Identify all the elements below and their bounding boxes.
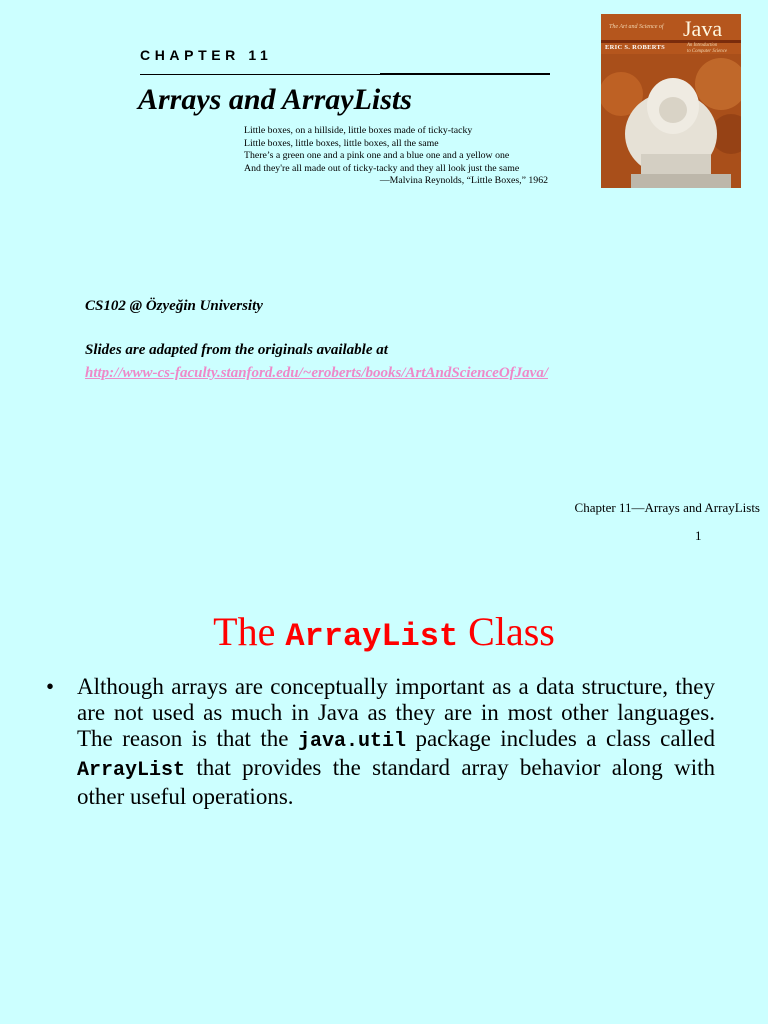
cover-title: Java — [683, 16, 723, 41]
code-arraylist: ArrayList — [77, 759, 186, 782]
slide-title-prefix: The — [213, 609, 276, 654]
body-text: package includes a class called — [415, 726, 716, 751]
epigraph-attribution: —Malvina Reynolds, “Little Boxes,” 1962 — [379, 175, 548, 187]
divider-thick — [380, 73, 550, 75]
epigraph-line: Little boxes, little boxes, little boxes, all the same — [244, 137, 439, 149]
epigraph-line: And they're all made out of ticky-tacky and they all look just the same — [244, 162, 520, 174]
bullet-marker: • — [46, 674, 55, 699]
bullet-paragraph — [77, 674, 715, 810]
course-line: CS102 @ Özyeğin University — [85, 298, 263, 314]
code-java-util: java.util — [297, 730, 406, 753]
cover-subtitle: to Computer Science — [687, 49, 727, 54]
page-number: 1 — [695, 528, 702, 543]
source-link[interactable]: http://www-cs-faculty.stanford.edu/~eroberts/books/ArtAndScienceOfJava/ — [85, 365, 548, 381]
book-cover-image — [601, 14, 741, 188]
adapted-note: Slides are adapted from the originals available at — [85, 342, 388, 358]
slide-title — [0, 608, 768, 661]
epigraph-line: Little boxes, on a hillside, little boxes made of ticky-tacky — [244, 125, 473, 136]
body-text: Although arrays are conceptually important as a data structure, they are not used as much in Java as they are in most other languages. The reason is that the — [77, 674, 715, 751]
slide-title-code: ArrayList — [285, 618, 459, 655]
content-slide — [0, 572, 768, 1024]
cover-author: ERIC S. ROBERTS — [605, 44, 666, 51]
chapter-title: Arrays and ArrayLists — [138, 83, 412, 116]
epigraph-line: There’s a green one and a pink one and a blue one and a yellow one — [244, 150, 510, 162]
body-text: that provides the standard array behavior along with other useful operations. — [77, 755, 716, 809]
cover-top-line: The Art and Science of — [609, 24, 664, 30]
footer-title: Chapter 11—Arrays and ArrayLists — [574, 500, 760, 515]
epigraph — [244, 125, 554, 188]
slide-title-suffix: Class — [468, 609, 555, 654]
chapter-label: CHAPTER 11 — [140, 47, 273, 63]
divider-thin — [140, 74, 380, 75]
cover-subtitle: An Introduction — [687, 43, 718, 48]
